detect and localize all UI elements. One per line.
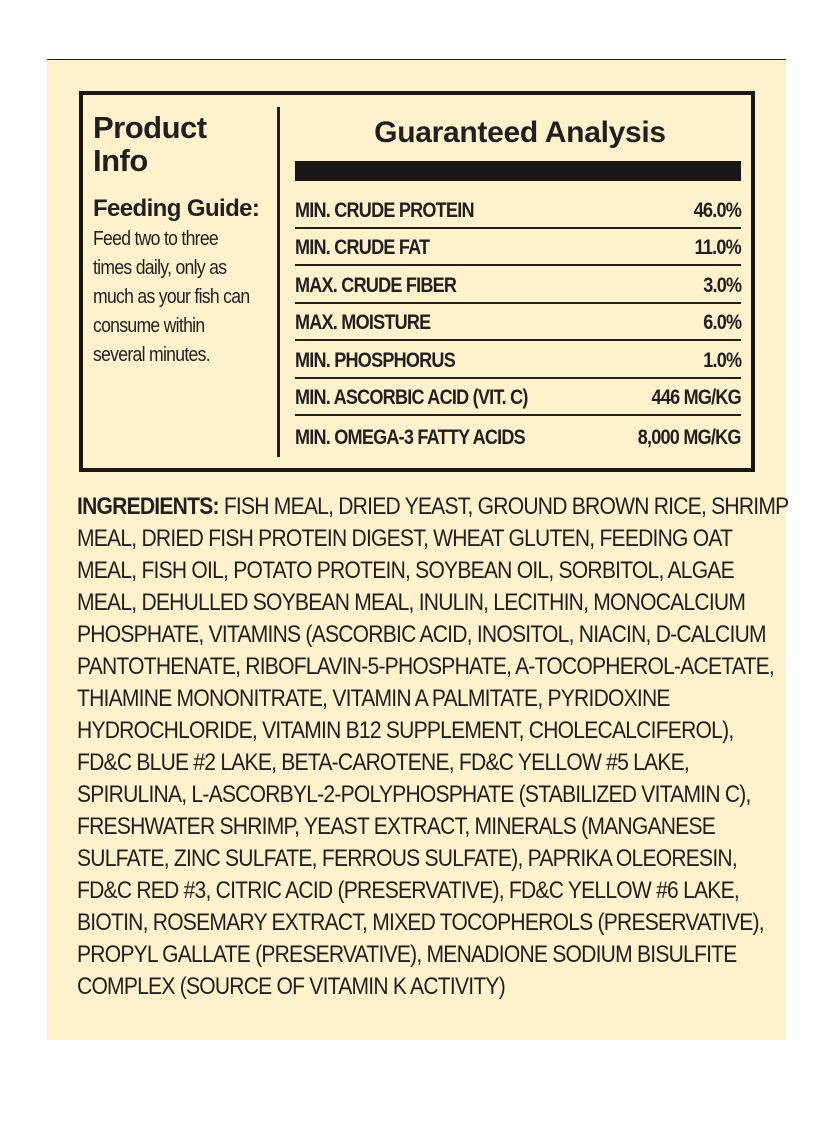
analysis-label: MIN. CRUDE PROTEIN	[295, 198, 474, 222]
product-info-column	[93, 111, 268, 370]
analysis-row	[295, 191, 741, 229]
analysis-value: 11.0%	[694, 236, 741, 259]
analysis-value: 446 MG/KG	[651, 386, 741, 409]
analysis-label: MIN. OMEGA-3 FATTY ACIDS	[295, 425, 525, 449]
analysis-row	[295, 341, 741, 379]
analysis-label: MIN. CRUDE FAT	[295, 236, 430, 259]
analysis-label: MAX. CRUDE FIBER	[295, 273, 457, 297]
analysis-row	[295, 379, 741, 417]
analysis-row	[295, 416, 741, 454]
analysis-label: MIN. ASCORBIC ACID (VIT. C)	[295, 386, 528, 409]
analysis-header-bar	[295, 161, 741, 181]
analysis-table	[295, 191, 741, 454]
guaranteed-analysis-title: Guaranteed Analysis	[374, 116, 666, 149]
analysis-value: 8,000 MG/KG	[638, 425, 741, 449]
analysis-value: 6.0%	[702, 311, 741, 334]
ingredients-heading: INGREDIENTS:	[77, 493, 219, 520]
feeding-guide-title: Feeding Guide:	[93, 195, 260, 222]
feeding-guide-text: Feed two to three times daily, only as much as your fish can consume within several minutes.	[93, 228, 250, 366]
analysis-value: 1.0%	[702, 348, 741, 372]
ingredients-paragraph	[77, 491, 791, 1003]
analysis-label: MIN. PHOSPHORUS	[295, 348, 455, 372]
analysis-value: 46.0%	[693, 198, 741, 222]
analysis-row	[295, 304, 741, 342]
info-box	[79, 91, 755, 472]
analysis-row	[295, 266, 741, 304]
analysis-row	[295, 229, 741, 267]
column-divider	[277, 107, 280, 457]
analysis-value: 3.0%	[702, 273, 741, 297]
ingredients-text: FISH MEAL, DRIED YEAST, GROUND BROWN RICE, SHRIMP MEAL, DRIED FISH PROTEIN DIGEST, WHEAT GLUTEN, FEEDING OAT MEAL, FISH OIL, POTATO PROTEIN, SOYBEAN OIL, SORBITOL, ALGAE MEAL, DEHULLED SOYBEAN MEAL, INULIN, LECITHIN, MONOCALCIUM PHOSPHATE, VITAMINS (ASCORBIC ACID, INOSITOL, NIACIN, D-CALCIUM PANTOTHENATE, RIBOFLAVIN-5-PHOSPHATE, A-TOCOPHEROL-ACETATE, THIAMINE MONONITRATE, VITAMIN A PALMITATE, PYRIDOXINE HYDROCHLORIDE, VITAMIN B12 SUPPLEMENT, CHOLECALCIFEROL), FD&C BLUE #2 LAKE, BETA-CAROTENE, FD&C YELLOW #5 LAKE, SPIRULINA, L-ASCORBYL-2-POLYPHOSPHATE (STABILIZED VITAMIN C), FRESHWATER SHRIMP, YEAST EXTRACT, MINERALS (MANGANESE SULFATE, ZINC SULFATE, FERROUS SULFATE), PAPRIKA OLEORESIN, FD&C RED #3, CITRIC ACID (PRESERVATIVE), FD&C YELLOW #6 LAKE, BIOTIN, ROSEMARY EXTRACT, MIXED TOCOPHEROLS (PRESERVATIVE), PROPYL GALLATE (PRESERVATIVE), MENADIONE SODIUM BISULFITE COMPLEX (SOURCE OF VITAMIN K ACTIVITY)	[77, 493, 789, 1000]
product-info-title: Product Info	[93, 110, 207, 178]
analysis-label: MAX. MOISTURE	[295, 311, 431, 334]
